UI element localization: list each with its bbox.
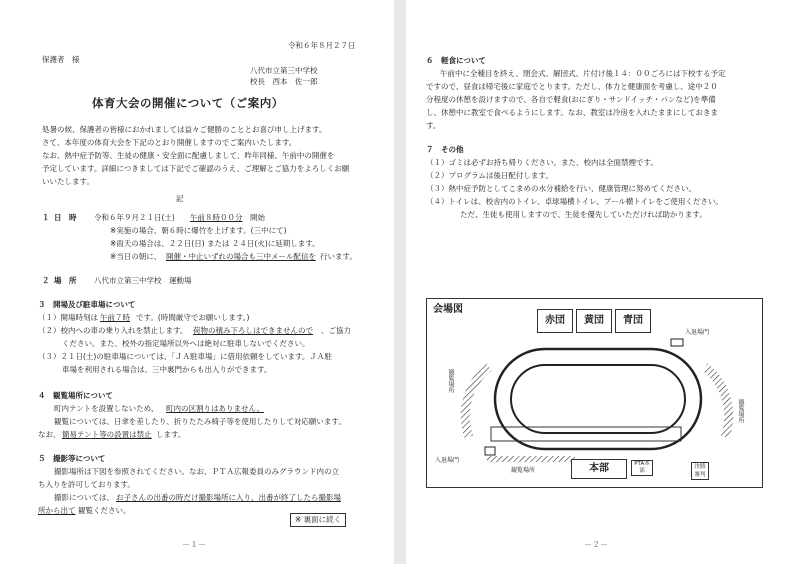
stand-left: [465, 367, 489, 437]
s5-line-underlined: お子さんの出番の時だけ撮影場所に入り、出番が終了したら撮影場: [116, 493, 341, 502]
s1-note: ※雨天の場合は、２２日(日) または ２４日(火)に延期します。: [110, 239, 320, 248]
s1-num: １: [42, 213, 50, 222]
s6-line: ですので、昼食は帰宅後に家庭でとります。ただし、体力と健康面を考慮し、途中２０: [426, 82, 718, 91]
s6-line: 分程度の休憩を設けますので、各自で軽食(おにぎり・サンドイッチ・パンなど)を準備: [426, 95, 716, 104]
s1-note: ※当日の朝に、: [110, 252, 162, 261]
s4-heading: ４ 観覧場所について: [38, 391, 113, 400]
gate-top: [671, 339, 683, 346]
continue-note: ※ 裏面に続く: [290, 513, 346, 527]
s5-line: 撮影場所は下図を参照されてください。なお、ＰＴＡ広報委員のみグラウンド内の立: [54, 467, 339, 476]
s6-line: し、休憩中に教室で食べるようにします。なお、教室は冷房を入れたままにしておきま: [426, 108, 718, 117]
s1-label: 日 時: [54, 213, 77, 222]
s6-line: 午前中に全種目を終え、閉会式、解団式、片付け後１４：００ごろには下校する予定: [440, 69, 726, 78]
event-date: 令和６年９月２１日(土): [94, 213, 175, 222]
s5-line: 撮影については、: [54, 493, 114, 502]
s7-line: （２）プログラムは後日配付します。: [426, 171, 553, 180]
s7-line: （３）熱中症予防としてこまめの水分補給を行い、健康管理に努めてください。: [426, 184, 696, 193]
s4-line: します。: [156, 430, 186, 439]
s3-line: 車場を利用される場合は、三中裏門からも出入りができます。: [62, 365, 272, 374]
intro-line: 処暑の候、保護者の皆様におかれましては益々ご健勝のこととお喜び申し上げます。: [42, 125, 327, 134]
judge-tent: 決勝審判: [691, 462, 709, 480]
s1-note: ※実施の場合、朝６時に爆竹を上げます。(三中にて): [110, 226, 287, 235]
s7-line: （１）ゴミは必ずお持ち帰りください。また、校内は全面禁煙です。: [426, 158, 658, 167]
recipient: 保護者 様: [42, 55, 80, 64]
pta-tent: PTA本部: [631, 460, 653, 476]
s1-note-underlined: 開催・中止いずれの場合も三中メール配信を: [166, 252, 316, 261]
watch-bottom-label: 観覧場所: [511, 467, 536, 474]
s3-line: ください。また、校外の指定場所以外へは絶対に駐車しないでください。: [62, 339, 310, 348]
venue: 八代市立第三中学校 運動場: [94, 276, 192, 285]
page-1: [0, 0, 394, 564]
s3-line-underlined: 荷物の積み下ろしはできませんので: [193, 326, 313, 335]
s4-line: 観覧については、日傘を差したり、折りたたみ椅子等を使用したりして対応願います。: [54, 417, 346, 426]
s3-line: です。(時間厳守でお願いします。): [136, 313, 250, 322]
s6-line: す。: [426, 121, 441, 130]
ki-heading: 記: [176, 194, 184, 203]
s2-label: 場 所: [54, 276, 77, 285]
s3-line-underlined: 午前７時: [100, 313, 130, 322]
issue-date: 令和６年８月２７日: [288, 41, 356, 50]
page-number: －１－: [182, 540, 206, 549]
entrance-top-label: 入退場門: [685, 329, 710, 336]
principal-name: 校長 西本 佐一郎: [250, 77, 318, 86]
s5-line: 観覧ください。: [78, 506, 131, 515]
s3-line: 、ご協力: [321, 326, 351, 335]
s4-line: なお、: [38, 430, 61, 439]
intro-line: 予定しています。詳細につきましては下記でご確認のうえ、ご理解とご協力をよろしくお願: [42, 164, 350, 173]
gate-bottom: [485, 447, 495, 455]
s5-line-underlined: 所から出て: [38, 506, 76, 515]
intro-line: いいたします。: [42, 177, 94, 186]
s7-heading: ７ その他: [426, 145, 464, 154]
track-inner: [511, 365, 685, 433]
s5-line: ち入りを許可しております。: [38, 480, 135, 489]
s4-line-underlined: 簡易テント等の設置は禁止: [62, 430, 152, 439]
page-2: [406, 0, 800, 564]
s3-line: （２）校内への車の乗り入れを禁止します。: [38, 326, 188, 335]
school-name: 八代市立第三中学校: [250, 66, 318, 75]
watch-right-label: 観覧場所: [737, 399, 744, 423]
stand-right: [705, 367, 729, 437]
s4-line: 町内テントを設置しないため、: [54, 404, 159, 413]
map-title: 会場図: [433, 304, 463, 315]
intro-line: なお、熱中症予防等、生徒の健康・安全面に配慮しまして、昨年同様、午前中の開催を: [42, 151, 335, 160]
team-blue: 青団: [615, 309, 651, 333]
s5-heading: ５ 撮影等について: [38, 454, 106, 463]
team-yellow: 黄団: [576, 309, 612, 333]
venue-map: [426, 298, 763, 488]
page-number: －２－: [584, 540, 608, 549]
s3-heading: ３ 開場及び駐車場について: [38, 300, 136, 309]
s3-line: （３）２１日(土)の駐車場については、「ＪＡ駐車場」に借用依頼をしています。ＪＡ駐: [38, 352, 332, 361]
hq-tent: 本部: [571, 459, 627, 479]
s1-note-end: 行います。: [320, 252, 357, 261]
s6-heading: ６ 軽食について: [426, 56, 486, 65]
intro-line: さて、本年度の体育大会を下記のとおり開催しますのでご案内いたします。: [42, 138, 297, 147]
start-time-suffix: 開始: [250, 213, 265, 222]
s4-line-underlined: 町内の区割りはありません。: [166, 404, 264, 413]
s2-num: ２: [42, 276, 50, 285]
page-title: 体育大会の開催について（ご案内）: [92, 96, 284, 110]
start-time: 午前８時００分: [190, 213, 243, 222]
entrance-bottom-label: 入退場門: [435, 457, 460, 464]
watch-left-label: 観覧場所: [447, 369, 454, 393]
s7-line: ただ、生徒も使用しますので、生徒を優先していただければ助かります。: [460, 210, 707, 219]
team-red: 赤団: [537, 309, 573, 333]
s7-line: （４）トイレは、校舎内のトイレ、卓球場横トイレ、プール横トイレをご使用ください。: [426, 197, 723, 206]
s3-line: （１）開場時刻は: [38, 313, 98, 322]
